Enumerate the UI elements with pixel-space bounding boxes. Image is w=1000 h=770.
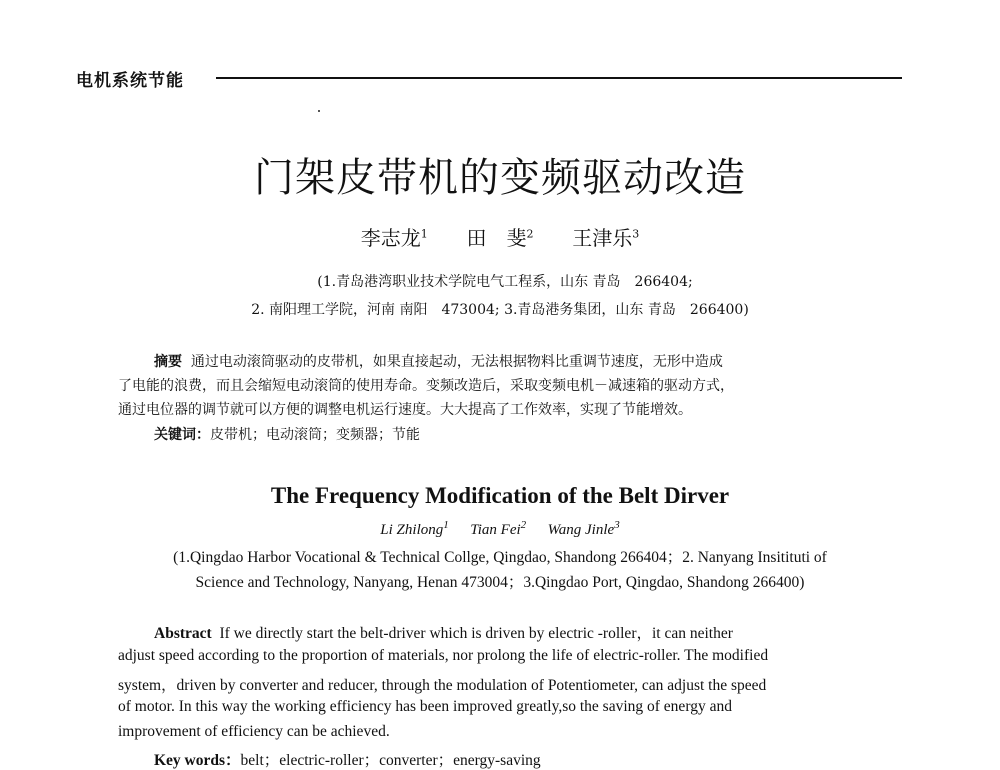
- english-affiliation-line: (1.Qingdao Harbor Vocational & Technical Collge, Qingdao, Shandong 266404；2. Nanyang Insitituti of: [173, 549, 827, 566]
- english-abstract-line: improvement of efficiency can be achieved.: [118, 723, 390, 740]
- chinese-abstract-label: 摘要: [154, 354, 182, 370]
- chinese-keywords-label: 关键词：: [154, 427, 210, 443]
- author-superscript: 3: [614, 519, 620, 531]
- chinese-abstract-line: [118, 350, 924, 374]
- english-abstract-line: system，driven by converter and reducer, through the modulation of Potentiometer, can adjust the speed: [118, 677, 767, 694]
- author-name: 王津乐: [572, 226, 633, 250]
- chinese-affiliation-line: (1.青岛港湾职业技术学院电气工程系，山东 青岛 266404;: [317, 274, 693, 290]
- chinese-title: 门架皮带机的变频驱动改造: [254, 155, 746, 201]
- author-superscript: 1: [443, 519, 449, 531]
- author-name: Li Zhilong: [380, 522, 444, 538]
- english-abstract-line: [118, 621, 868, 643]
- scan-speck: [318, 110, 320, 112]
- chinese-keywords: [118, 423, 924, 447]
- english-title: The Frequency Modification of the Belt Dirver: [270, 483, 730, 508]
- author-superscript: 2: [520, 519, 527, 531]
- english-abstract-text: If we directly start the belt-driver which is driven by electric -roller，it can neither: [219, 625, 733, 642]
- chinese-abstract-text: 通过电动滚筒驱动的皮带机，如果直接起动，无法根据物料比重调节速度，无形中造成: [190, 354, 723, 370]
- english-abstract-line: of motor. In this way the working efficiency has been improved greatly,so the saving of energy and: [118, 698, 732, 715]
- chinese-abstract-line: 通过电位器的调节就可以方便的调整电机运行速度。大大提高了工作效率，实现了节能增效。: [118, 402, 692, 418]
- header-rule: [216, 77, 902, 79]
- author-name: Tian Fei: [470, 522, 521, 538]
- english-abstract-line: adjust speed according to the proportion of materials, nor prolong the life of electric-roller. The modified: [118, 647, 769, 664]
- chinese-authors: [0, 222, 1000, 251]
- section-label: 电机系统节能: [76, 71, 184, 91]
- english-keywords: [118, 748, 868, 770]
- author-name: 李志龙: [360, 226, 421, 250]
- author-name: Wang Jinle: [547, 522, 615, 538]
- english-keywords-label: Key words：: [154, 752, 241, 769]
- running-header: [76, 66, 902, 90]
- author-superscript: 1: [420, 227, 428, 241]
- english-affiliation-line: Science and Technology, Nanyang, Henan 473004；3.Qingdao Port, Qingdao, Shandong 266400): [195, 574, 805, 591]
- author-name: 田 斐: [466, 226, 527, 250]
- chinese-abstract-line: 了电能的浪费，而且会缩短电动滚筒的使用寿命。变频改造后，采取变频电机－减速箱的驱动方式，: [118, 378, 734, 394]
- chinese-affiliation-line: 2. 南阳理工学院，河南 南阳 473004; 3.青岛港务集团，山东 青岛 266400): [251, 302, 749, 318]
- chinese-keywords-text: 皮带机；电动滚筒；变频器；节能: [210, 427, 420, 443]
- english-keywords-text: belt；electric-roller；converter；energy-saving: [240, 752, 541, 769]
- english-authors: [0, 519, 1000, 539]
- english-abstract-label: Abstract: [154, 625, 212, 642]
- author-superscript: 3: [632, 227, 640, 241]
- author-superscript: 2: [526, 227, 534, 241]
